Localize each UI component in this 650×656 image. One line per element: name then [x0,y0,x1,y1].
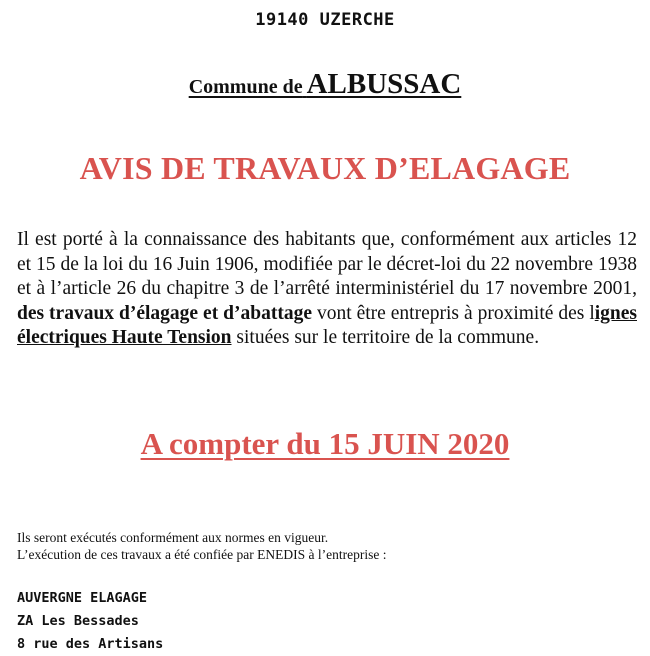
commune-name: ALBUSSAC [306,68,462,100]
body-text-part1: Il est porté à la connaissance des habitants que, conformément aux articles 12 et 15 de la loi du 16 Juin 1906, modifiée par le décret-loi du 22 novembre 1938 et à l’article 26 du chapitre 3 de l’arrêté interministériel du 17 novembre 2001, [17,229,637,299]
body-text-part3: situées sur le territoire de la commune. [231,327,540,348]
notice-body [17,228,637,351]
execution-line-1: Ils seront exécutés conformément aux normes en vigueur. [17,530,329,545]
execution-info [17,529,637,563]
postal-code-city: 19140 UZERCHE [255,10,395,30]
body-text-lines: ignes électriques Haute Tension [17,302,637,348]
commune-prefix: Commune de [188,76,303,98]
execution-line-2: L’exécution de ces travaux a été confiée par ENEDIS à l’entreprise : [17,547,387,562]
company-info [17,587,417,656]
body-text-part2: vont être entrepris à proximité des l [311,302,595,324]
company-address-line-2: 8 rue des Artisans [17,636,164,652]
notice-title: AVIS DE TRAVAUX D’ELAGAGE [79,150,571,186]
company-address-line-1: ZA Les Bessades [17,613,139,629]
body-text-works: des travaux d’élagage et d’abattage [17,302,312,324]
start-date: A compter du 15 JUIN 2020 [140,426,510,461]
company-name: AUVERGNE ELAGAGE [17,590,148,606]
commune-heading [0,68,650,101]
